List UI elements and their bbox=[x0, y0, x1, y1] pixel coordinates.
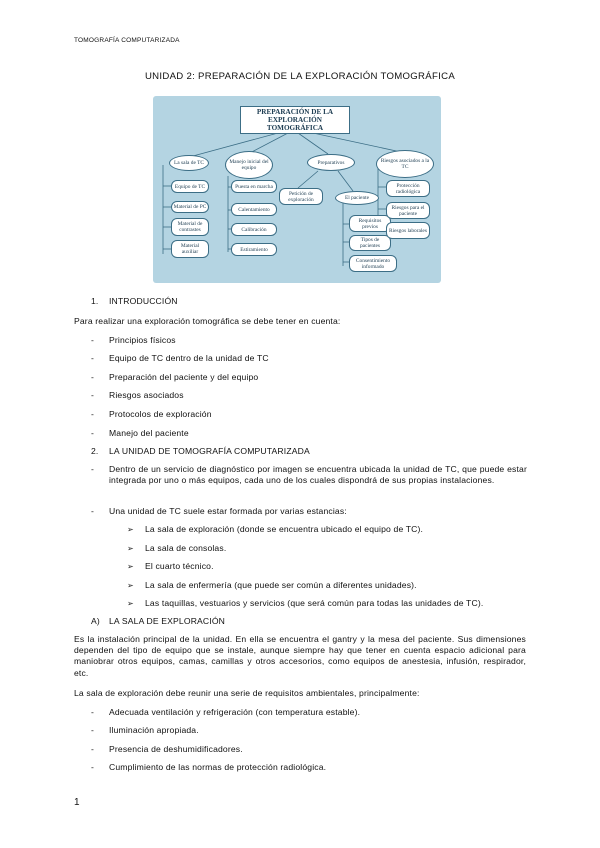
list-item: Principios físicos bbox=[109, 335, 176, 345]
room-item: Las taquillas, vestuarios y servicios (que será común para todas las unidades de TC). bbox=[145, 598, 484, 608]
node-proteccion: Protección radiológica bbox=[386, 180, 430, 197]
node-sala: La sala de TC bbox=[169, 155, 209, 171]
list-bullet: - bbox=[91, 428, 94, 438]
page-number: 1 bbox=[74, 797, 80, 808]
section-1-intro: Para realizar una exploración tomográfica se debe tener en cuenta: bbox=[74, 316, 341, 326]
node-riesgos: Riesgos asociados a la TC bbox=[376, 150, 434, 178]
section-2-heading: LA UNIDAD DE TOMOGRAFÍA COMPUTARIZADA bbox=[109, 446, 310, 456]
node-calentamiento: Calentamiento bbox=[231, 203, 277, 216]
list-bullet: - bbox=[91, 744, 94, 754]
room-item: El cuarto técnico. bbox=[145, 561, 214, 571]
list-bullet: - bbox=[91, 390, 94, 400]
node-material-contrastes: Material de contrastes bbox=[171, 218, 209, 236]
running-header: TOMOGRAFÍA COMPUTARIZADA bbox=[74, 37, 180, 44]
list-item: Protocolos de exploración bbox=[109, 409, 212, 419]
list-bullet: - bbox=[91, 335, 94, 345]
node-peticion: Petición de exploración bbox=[279, 188, 323, 205]
list-bullet: - bbox=[91, 464, 94, 474]
node-consentimiento: Consentimiento informado bbox=[349, 255, 397, 272]
list-item: Presencia de deshumidificadores. bbox=[109, 744, 243, 754]
node-requisitos: Requisitos previos bbox=[349, 215, 391, 232]
node-equipo-tc: Equipo de TC bbox=[171, 180, 209, 193]
node-estiramiento: Estiramiento bbox=[231, 243, 277, 256]
node-material-auxiliar: Material auxiliar bbox=[171, 240, 209, 258]
section-a-heading: LA SALA DE EXPLORACIÓN bbox=[109, 616, 226, 626]
list-bullet: - bbox=[91, 372, 94, 382]
section-1-heading: INTRODUCCIÓN bbox=[109, 296, 178, 306]
section-2-number: 2. bbox=[91, 446, 99, 456]
arrow-bullet: ➢ bbox=[127, 599, 134, 608]
node-paciente: El paciente bbox=[335, 191, 379, 205]
arrow-bullet: ➢ bbox=[127, 562, 134, 571]
list-item: Iluminación apropiada. bbox=[109, 725, 199, 735]
list-bullet: - bbox=[91, 762, 94, 772]
node-manejo-equipo: Manejo inicial del equipo bbox=[225, 151, 273, 179]
room-item: La sala de enfermería (que puede ser común a diferentes unidades). bbox=[145, 580, 417, 590]
list-item: Adecuada ventilación y refrigeración (con temperatura estable). bbox=[109, 707, 361, 717]
section-a-letter: A) bbox=[91, 616, 100, 626]
node-tipos: Tipos de pacientes bbox=[349, 235, 391, 251]
node-puesta-marcha: Puesta en marcha bbox=[231, 180, 277, 193]
node-preparativos: Preparativos bbox=[307, 154, 355, 171]
section-2-paragraph-1: Dentro de un servicio de diagnóstico por imagen se encuentra ubicada la unidad de TC, que puede estar integrada por uno o más equipos, cada uno de los cuales dispondrá de sus propias instalaciones. bbox=[109, 464, 527, 486]
list-item: Riesgos asociados bbox=[109, 390, 184, 400]
list-bullet: - bbox=[91, 409, 94, 419]
arrow-bullet: ➢ bbox=[127, 581, 134, 590]
list-bullet: - bbox=[91, 353, 94, 363]
room-item: La sala de consolas. bbox=[145, 543, 227, 553]
arrow-bullet: ➢ bbox=[127, 544, 134, 553]
unit-title: UNIDAD 2: PREPARACIÓN DE LA EXPLORACIÓN TOMOGRÁFICA bbox=[144, 71, 456, 82]
node-material-pc: Material de PC bbox=[171, 201, 209, 213]
root-node: PREPARACIÓN DE LA EXPLORACIÓN TOMOGRÁFICA bbox=[240, 106, 350, 134]
arrow-bullet: ➢ bbox=[127, 525, 134, 534]
list-bullet: - bbox=[91, 725, 94, 735]
node-calibracion: Calibración bbox=[231, 223, 277, 236]
section-1-number: 1. bbox=[91, 296, 99, 306]
section-2-paragraph-2: Una unidad de TC suele estar formada por varias estancias: bbox=[109, 506, 347, 516]
room-item: La sala de exploración (donde se encuentra ubicado el equipo de TC). bbox=[145, 524, 424, 534]
list-bullet: - bbox=[91, 506, 94, 516]
list-item: Manejo del paciente bbox=[109, 428, 189, 438]
node-riesgos-paciente: Riesgos para el paciente bbox=[386, 202, 430, 219]
node-riesgos-laborales: Riesgos laborales bbox=[386, 222, 430, 239]
list-item: Equipo de TC dentro de la unidad de TC bbox=[109, 353, 269, 363]
section-a-paragraph-2: La sala de exploración debe reunir una serie de requisitos ambientales, principalmente: bbox=[74, 688, 420, 698]
list-bullet: - bbox=[91, 707, 94, 717]
list-item: Preparación del paciente y del equipo bbox=[109, 372, 259, 382]
list-item: Cumplimiento de las normas de protección radiológica. bbox=[109, 762, 327, 772]
section-a-paragraph-1: Es la instalación principal de la unidad. En ella se encuentra el gantry y la mesa del paciente. Sus dimensiones dependen del tipo de equipo que se instale, aunque siempre hay que tener en cuenta espacio adicional para maniobrar otros equipos, camas, camillas y otros accesorios, como equipos de anestesia, infusión, respirador, etc. bbox=[74, 634, 526, 678]
concept-map-diagram bbox=[153, 96, 441, 283]
